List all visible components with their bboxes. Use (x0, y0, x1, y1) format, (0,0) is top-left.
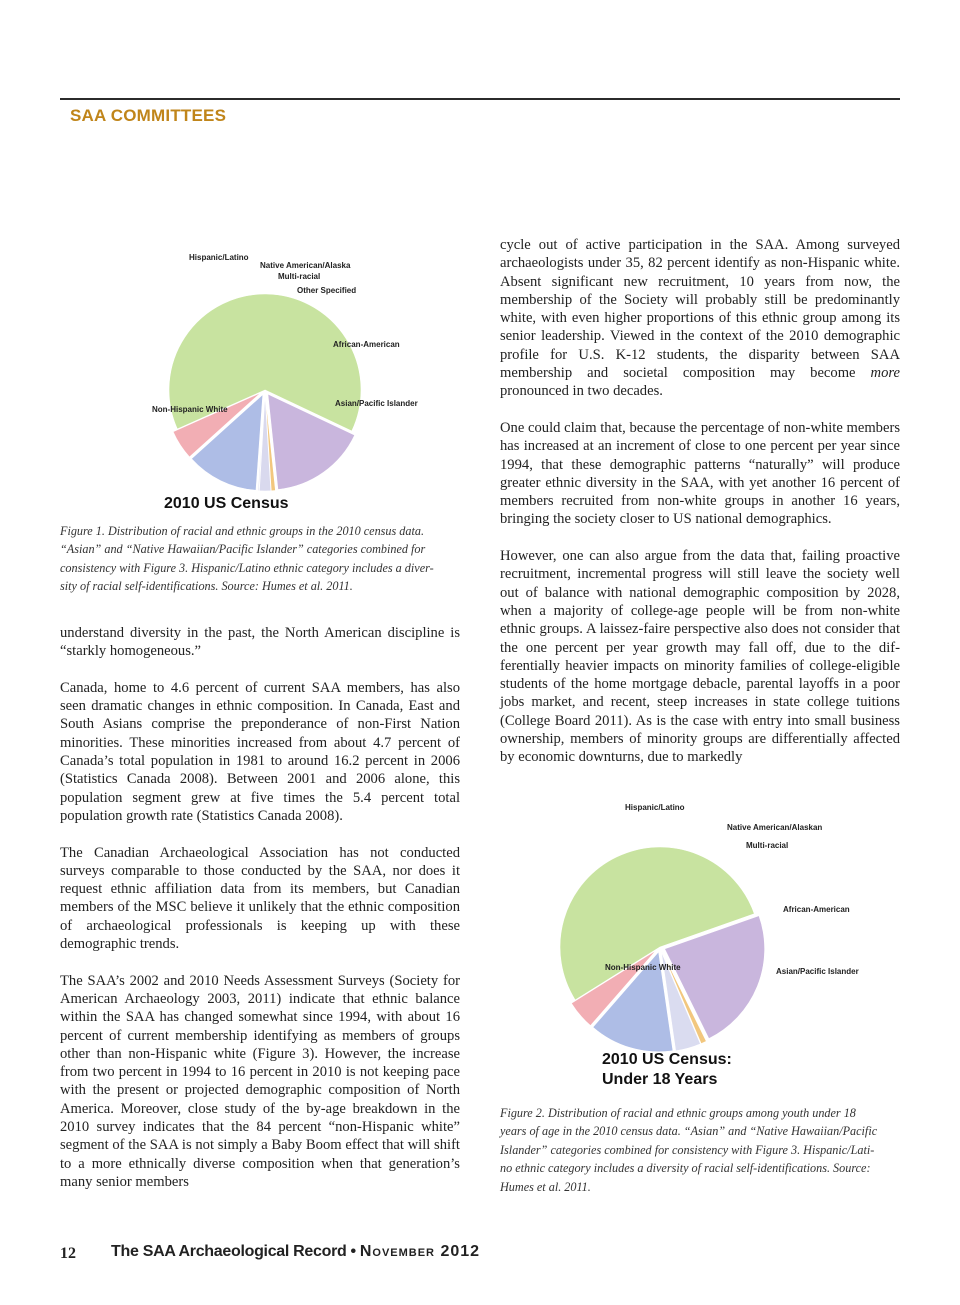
figure-2-pie (500, 797, 900, 1047)
paragraph-text: pronounced in two decades. (500, 383, 663, 400)
figure-2-title-line: Under 18 Years (602, 1071, 718, 1088)
caption-line: Figure 2. Distribution of racial and ethnic groups among youth under 18 (500, 1106, 856, 1120)
publication-line (111, 1243, 480, 1261)
paragraph: However, one can also argue from the data that, failing proactive recruitment, incremental progress will still leave the society well out of balance with national demographic composition by 2028, when a majority of college-age people will be from non-white ethnic groups. A laissez-faire perspective also does not consider that the one percent per year growth may fall off, due to the differentially heavier impacts on minority families of college-eligible students of the home mortgage debacle, parental layoffs in a poor jobs market, and recent, steep increases in state college tuitions (College Board 2011). As is the case with entry into small business ownership, members of minority groups are differentially affected by economic downturns, due to markedly (500, 548, 900, 766)
caption-line: “Asian” and “Native Hawaiian/Pacific Islander” categories combined for (60, 542, 426, 557)
pie2-label-african-american: African-American (783, 905, 850, 914)
figure-2-title (602, 1050, 732, 1090)
right-column (500, 236, 900, 785)
paragraph (500, 236, 900, 401)
paragraph: understand diversity in the past, the North American discipline is “starkly homogeneous.” (60, 625, 460, 660)
page-number: 12 (60, 1245, 76, 1262)
pie2-label-asian: Asian/Pacific Islander (776, 967, 859, 976)
figure-1-title: 2010 US Census (164, 495, 289, 512)
pie1-label-native-american: Native American/Alaska (260, 261, 351, 270)
caption-line: Figure 1. Distribution of racial and ethnic groups in the 2010 census data. (60, 524, 425, 538)
section-title: SAA COMMITTEES (70, 106, 227, 125)
left-column (60, 624, 460, 1210)
pie2-label-white: Non-Hispanic White (605, 963, 681, 972)
paragraph: The Canadian Archaeological Association has not conducted surveys comparable to those conducted by the SAA, nor does it request ethnic affiliation data from its members, but Canadian members of the MSC believe it unlikely that the ethnic composition of archaeological professionals is keeping up with these demographic trends. (60, 844, 460, 953)
figure-1-caption (60, 522, 460, 596)
pie1-label-other: Other Specified (297, 286, 357, 295)
caption-line: Islander” categories combined for consistency with Figure 3. Hispanic/Lati- (500, 1142, 875, 1157)
paragraph: One could claim that, because the percentage of non-white members has increased at an increment of close to one percent per year since 1994, that these demographic patterns “naturally” will produce greater ethnic diversity in the SAA, with yet another 16 percent of members recruited from non-white groups in another 16 years, bringing the society closer to US national demographics. (500, 419, 900, 528)
caption-line: consistency with Figure 3. Hispanic/Latino ethnic category includes a diver- (60, 560, 434, 575)
header-rule (60, 98, 900, 100)
pie1-label-multiracial: Multi-racial (278, 272, 321, 281)
issue-date: November 2012 (359, 1243, 481, 1260)
caption-line: no ethnic category includes a diversity of racial self-identifications. Source: (500, 1161, 871, 1176)
pie1-label-african-american: African-American (333, 340, 400, 349)
pie1-label-white: Non-Hispanic White (152, 405, 228, 414)
pie1-label-asian: Asian/Pacific Islander (335, 399, 418, 408)
figure-1-chart (60, 245, 460, 505)
paragraph-text: cycle out of active participation in the SAA. Among surveyed archaeologists under 35, 82 percent identify as non-Hispanic white. Absent significant new recruitment, 10 years from now, the membership of the Society will probably still be predominantly white, with even higher proportions of this ethnic group among its senior leadership. Viewed in the context of the 2010 demographic profile for U.S. K-12 students, the disparity between SAA membership and societal composition may become (500, 237, 900, 382)
figure-2-title-line: 2010 US Census: (602, 1051, 732, 1068)
pie2-label-hispanic: Hispanic/Latino (625, 803, 685, 812)
emphasis-text: more (870, 365, 900, 382)
paragraph: Canada, home to 4.6 percent of current SAA members, has also seen dramatic changes in ethnic composition. In Canada, East and South Asians comprise the preponderance of non-First Nation minorities. These minorities increased from about 4.7 percent of Canada’s total population in 1981 to around 16.2 percent in 2006 (Statistics Canada 2008). Between 2001 and 2006 alone, this population segment grew at five times the 5.4 percent total population growth rate (Statistics Canada 2008). (60, 679, 460, 824)
paragraph: The SAA’s 2002 and 2010 Needs Assessment Surveys (Society for American Archaeology 2003, 2011) indicate that ethnic balance within the SAA has changed somewhat since 1994, with about 16 percent of current membership identifying as members of groups other than non-Hispanic white (Figure 3). However, the increase from two percent in 1994 to 16 percent in 2010 is not keeping pace with the present or projected demographic composition of North America. Moreover, close study of the by-age breakdown in the 2010 survey indicates that the 84 percent “non-Hispanic white” segment of the SAA is not simply a Baby Boom effect that will shift to a more ethnically diverse composition when that generation’s many senior members (60, 972, 460, 1190)
figure-2-chart (500, 797, 900, 1047)
caption-line: years of age in the 2010 census data. “Asian” and “Native Hawaiian/Pacific (500, 1124, 878, 1139)
figure-1-pie (60, 245, 460, 505)
caption-line: sity of racial self-identifications. Source: Humes et al. 2011. (60, 579, 353, 594)
caption-line: Humes et al. 2011. (500, 1179, 591, 1194)
pie2-label-native-american: Native American/Alaskan (727, 823, 823, 832)
bullet-separator: • (350, 1243, 356, 1260)
publication-title: The SAA Archaeological Record (111, 1243, 347, 1260)
figure-2-caption (500, 1104, 900, 1196)
pie1-label-hispanic: Hispanic/Latino (189, 253, 249, 262)
pie2-label-multiracial: Multi-racial (746, 841, 789, 850)
